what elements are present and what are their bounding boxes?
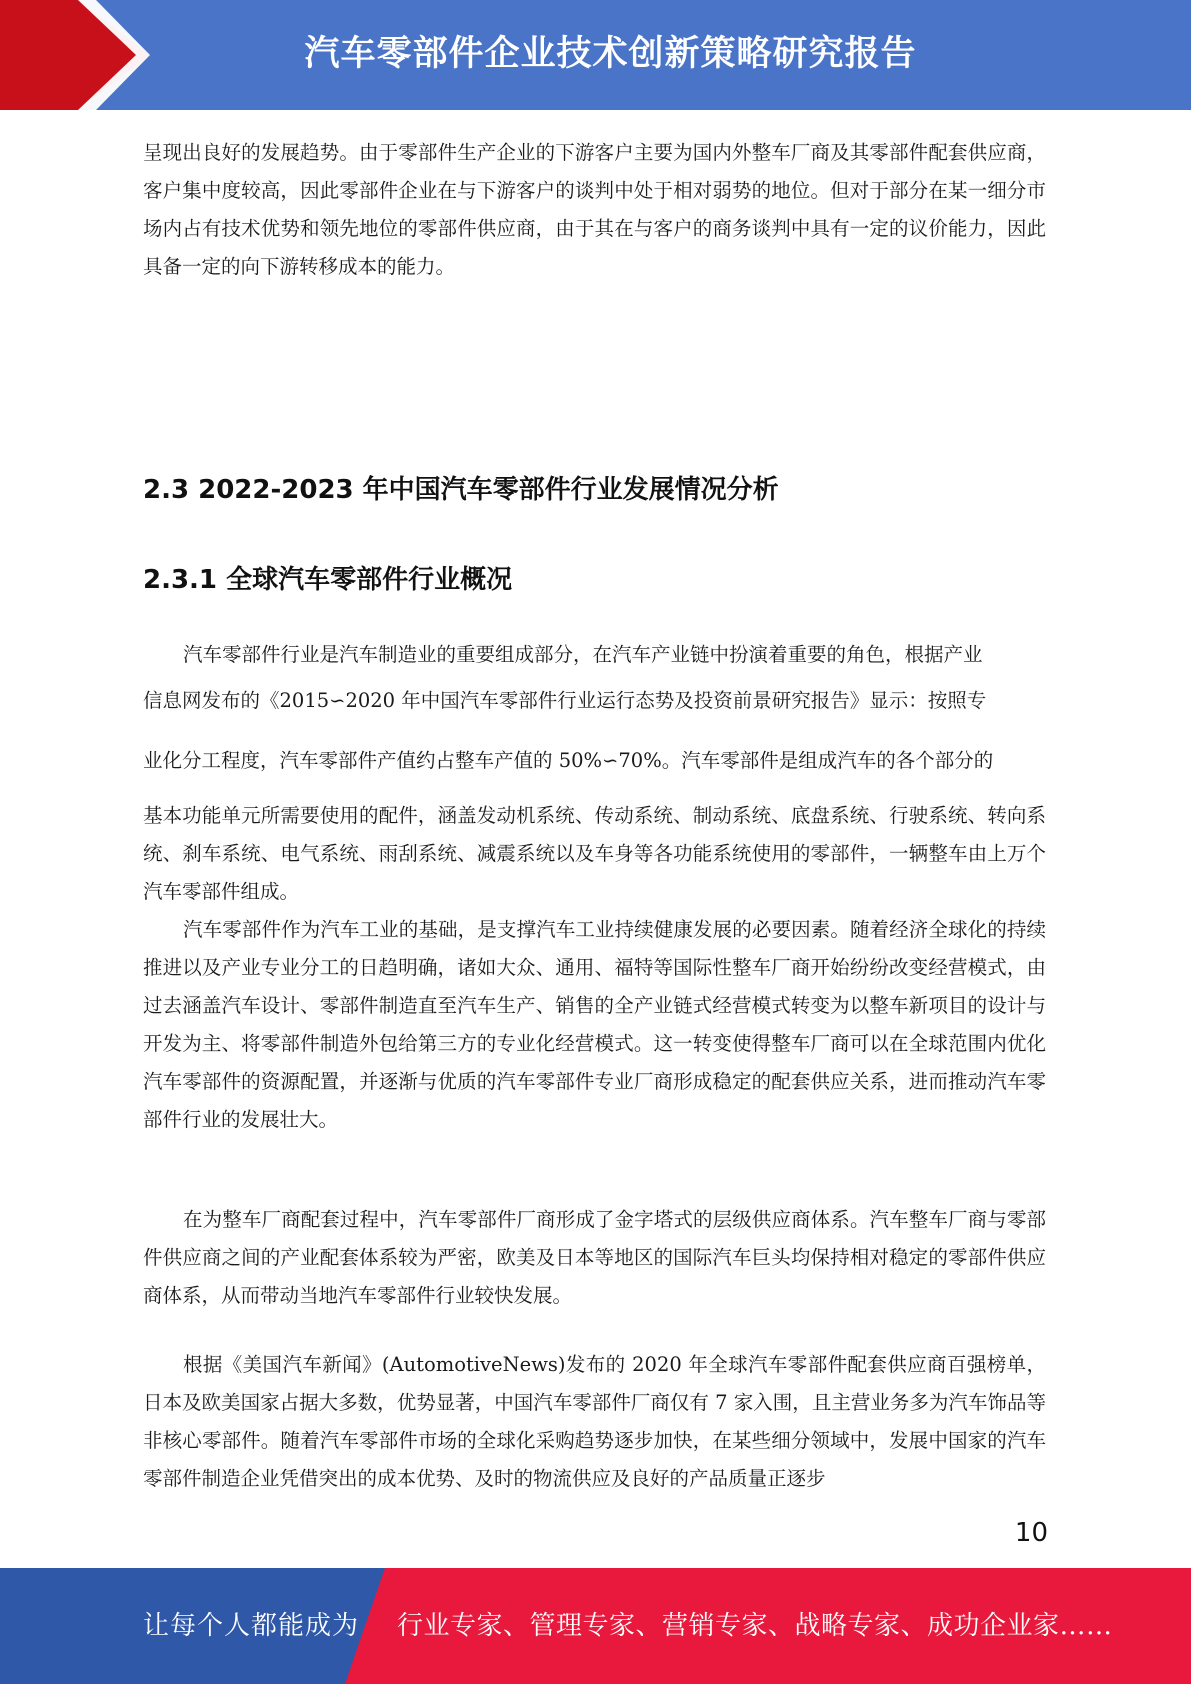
page-number: 10 xyxy=(1014,1518,1048,1548)
paragraph-4: 根据《美国汽车新闻》(AutomotiveNews)发布的 2020 年全球汽车零部件配套供应商百强榜单，日本及欧美国家占据大多数，优势显著，中国汽车零部件厂商仅有 7 家入围，且主营业务多为汽车饰品等非核心零部件。随着汽车零部件市场的全球化采购趋势逐步加快，在某些细分领域中，发展中国家的汽车零部件制造企业凭借突出的成本优势、及时的物流供应及良好的产品质量正逐步 xyxy=(143,1353,1046,1490)
footer-slogan: 让每个人都能成为 xyxy=(143,1611,360,1641)
paragraph-1-rest: 基本功能单元所需要使用的配件，涵盖发动机系统、传动系统、制动系统、底盘系统、行驶系统、转向系统、刹车系统、电气系统、雨刮系统、减震系统以及车身等各功能系统使用的零部件，一辆整车由上万个汽车零部件组成。 xyxy=(143,804,1046,903)
page-footer xyxy=(0,1568,1191,1684)
report-title: 汽车零部件企业技术创新策略研究报告 xyxy=(304,34,917,74)
subsection-heading: 2.3.1 全球汽车零部件行业概况 xyxy=(143,565,513,595)
page-header xyxy=(0,0,1191,110)
paragraph-2: 汽车零部件作为汽车工业的基础，是支撑汽车工业持续健康发展的必要因素。随着经济全球化的持续推进以及产业专业分工的日趋明确，诸如大众、通用、福特等国际性整车厂商开始纷纷改变经营模式，由过去涵盖汽车设计、零部件制造直至汽车生产、销售的全产业链式经营模式转变为以整车新项目的设计与开发为主、将零部件制造外包给第三方的专业化经营模式。这一转变使得整车厂商可以在全球范围内优化汽车零部件的资源配置，并逐渐与优质的汽车零部件专业厂商形成稳定的配套供应关系，进而推动汽车零部件行业的发展壮大。 xyxy=(143,918,1046,1131)
paragraph-1-line-1: 汽车零部件行业是汽车制造业的重要组成部分，在汽车产业链中扮演着重要的角色，根据产业 xyxy=(183,643,983,666)
paragraph-3: 在为整车厂商配套过程中，汽车零部件厂商形成了金字塔式的层级供应商体系。汽车整车厂商与零部件供应商之间的产业配套体系较为严密，欧美及日本等地区的国际汽车巨头均保持相对稳定的零部件供应商体系，从而带动当地汽车零部件行业较快发展。 xyxy=(143,1208,1046,1307)
paragraph-1-line-2: 信息网发布的《2015∽2020 年中国汽车零部件行业运行态势及投资前景研究报告》显示：按照专 xyxy=(143,689,987,712)
section-heading: 2.3 2022-2023 年中国汽车零部件行业发展情况分析 xyxy=(143,475,779,505)
footer-expert-list: 行业专家、管理专家、营销专家、战略专家、成功企业家…… xyxy=(397,1611,1113,1641)
intro-paragraph: 呈现出良好的发展趋势。由于零部件生产企业的下游客户主要为国内外整车厂商及其零部件配套供应商，客户集中度较高，因此零部件企业在与下游客户的谈判中处于相对弱势的地位。但对于部分在某一细分市场内占有技术优势和领先地位的零部件供应商，由于其在与客户的商务谈判中具有一定的议价能力，因此具备一定的向下游转移成本的能力。 xyxy=(143,141,1046,278)
paragraph-1-line-3: 业化分工程度，汽车零部件产值约占整车产值的 50%∽70%。汽车零部件是组成汽车的各个部分的 xyxy=(143,749,994,772)
